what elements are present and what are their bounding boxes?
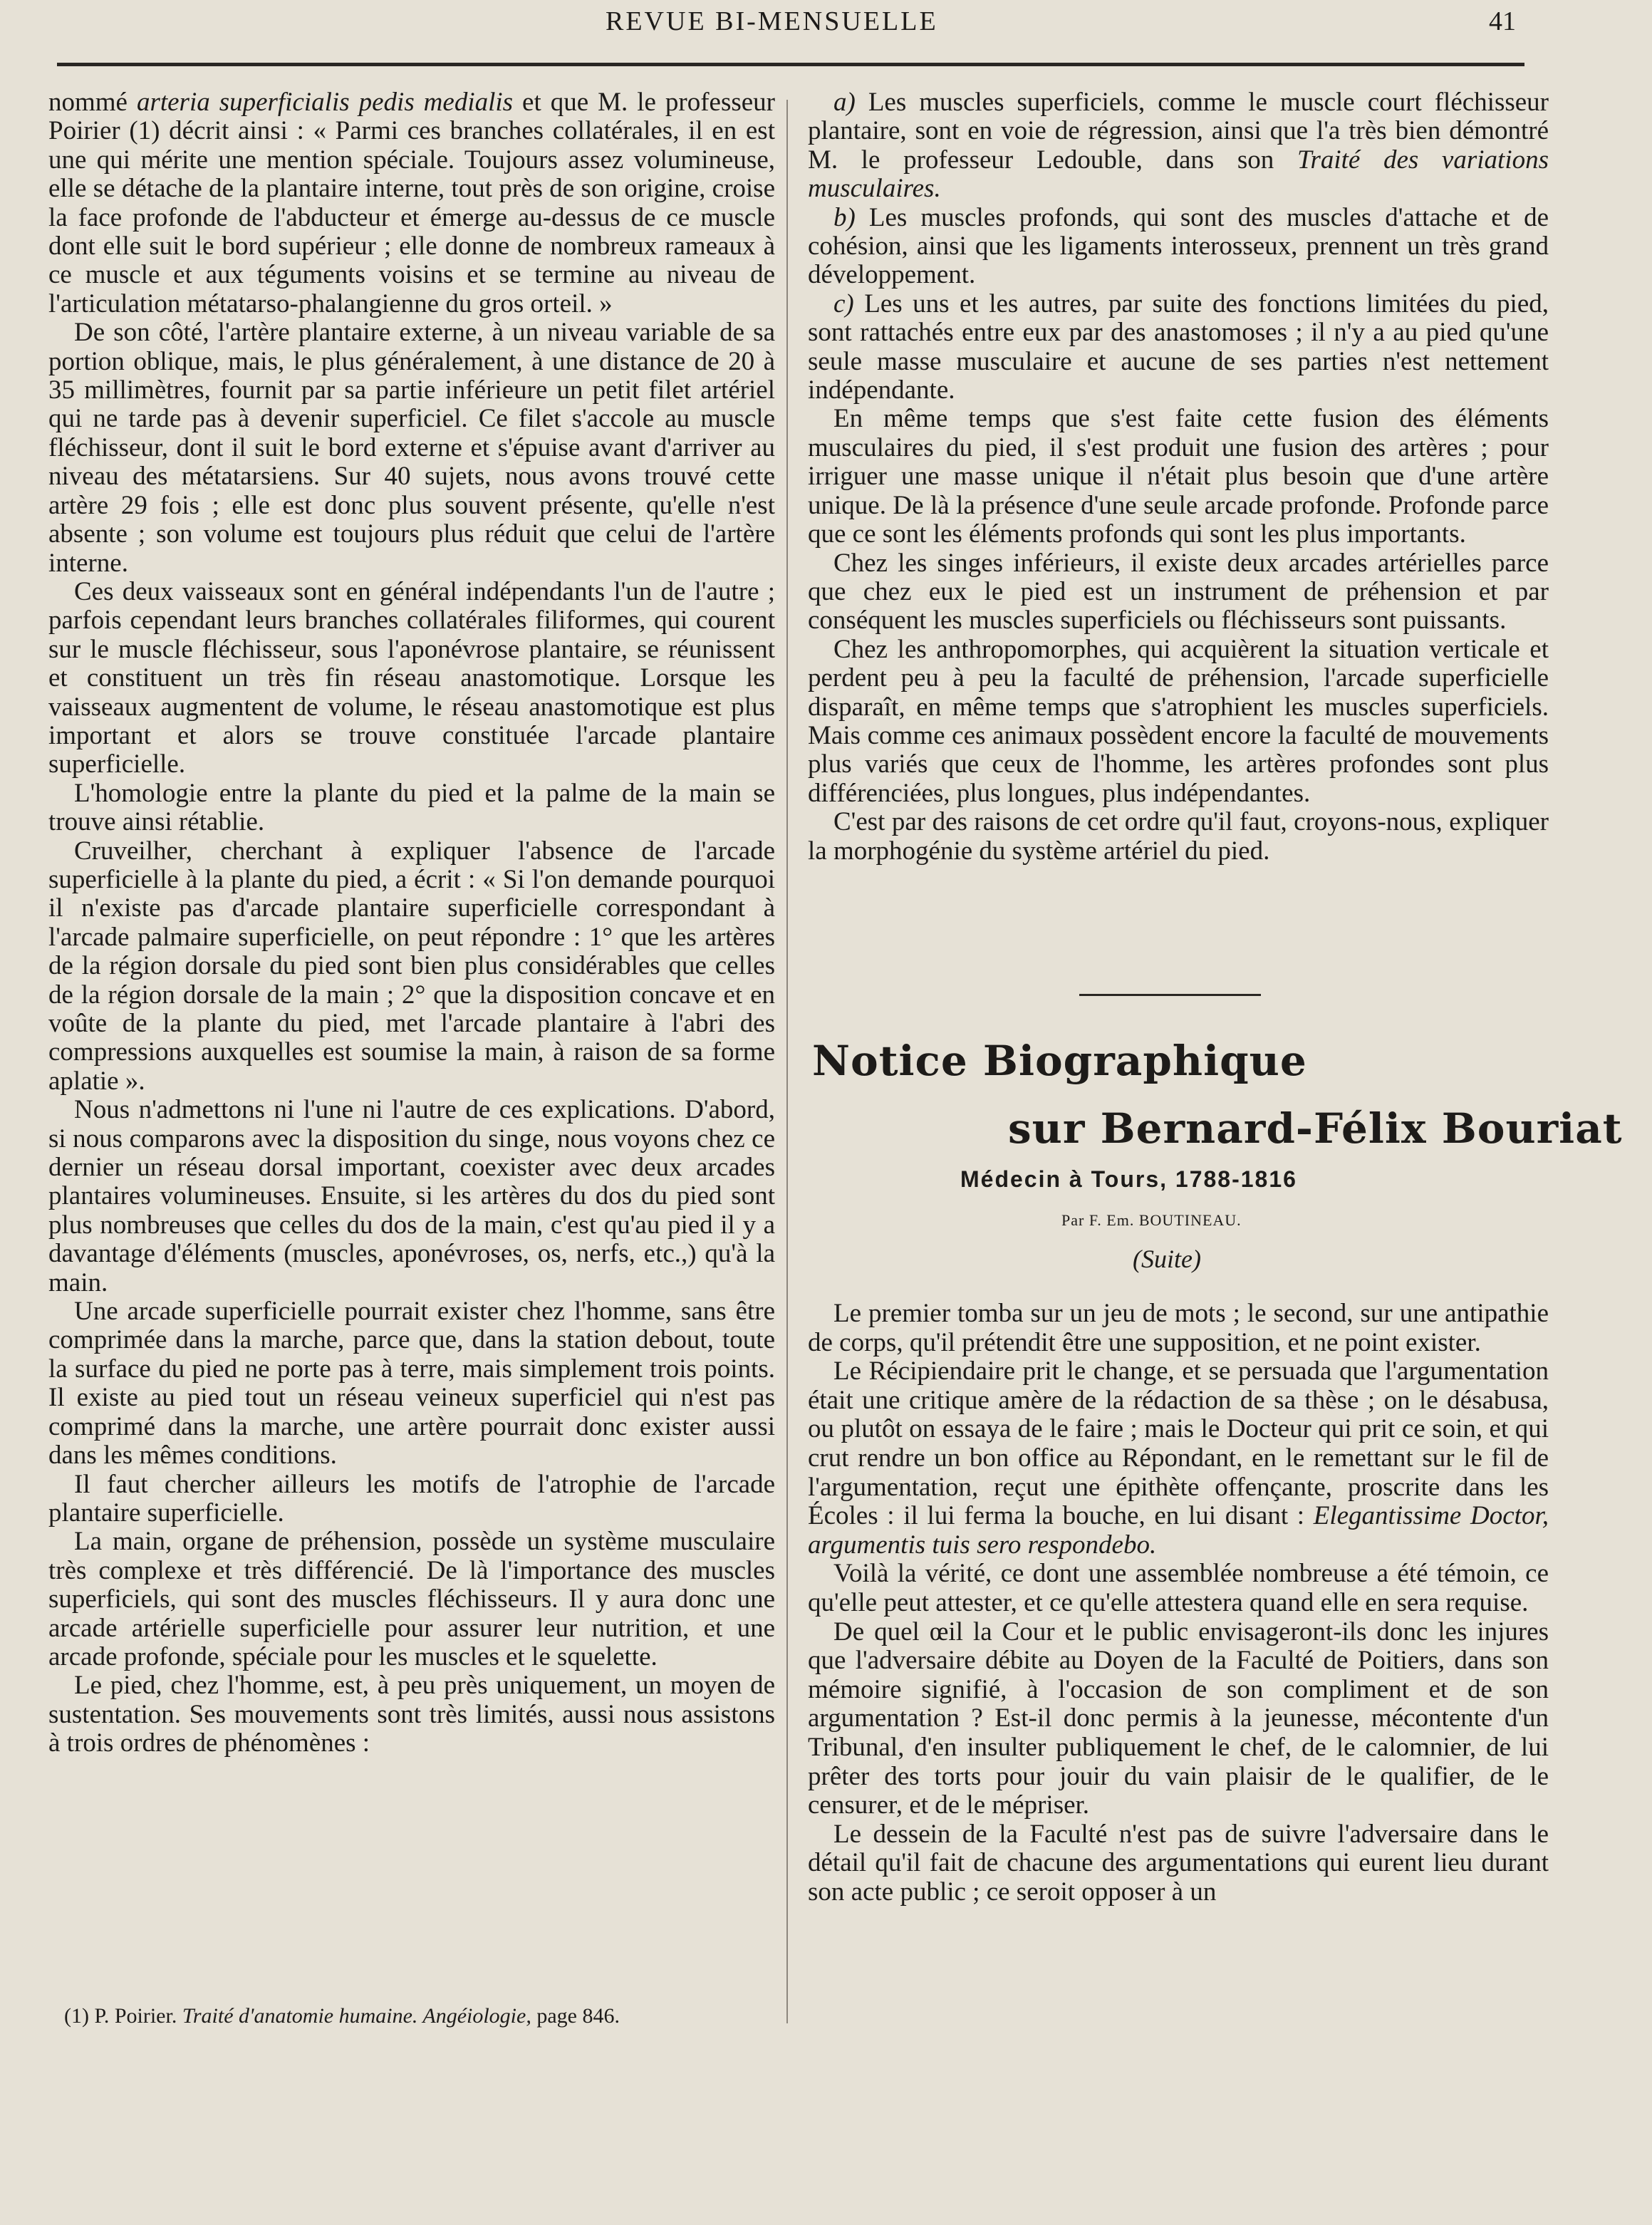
paragraph: Le dessein de la Faculté n'est pas de suivre l'adversaire dans le détail qu'il fait de chacune des argumentations qui eurent lieu durant son acte public ; ce seroit opposer à un	[808, 1819, 1549, 1907]
notice-role: Médecin à Tours, 1788-1816	[960, 1166, 1297, 1192]
paragraph: Ces deux vaisseaux sont en général indépendants l'un de l'autre ; parfois cependant leurs branches collatérales filiformes, qui courent sur le muscle fléchisseur, sous l'aponévrose plantaire, se réunissent et constituent un très fin réseau anastomotique. Lorsque les vaisseaux augmentent de volume, le réseau anastomotique est plus important et alors se trouve constituée l'arcade plantaire superficielle.	[48, 576, 775, 779]
paragraph: Le premier tomba sur un jeu de mots ; le second, sur une antipathie de corps, qu'il prétendit être une supposition, et ne point exister.	[808, 1299, 1549, 1357]
paragraph: a) Les muscles superficiels, comme le muscle court fléchisseur plantaire, sont en voie de régression, ainsi que l'a très bien démontré M. le professeur Ledouble, dans son Traité des variations musculaires.	[808, 88, 1549, 204]
paragraph: Le pied, chez l'homme, est, à peu près uniquement, un moyen de sustentation. Ses mouvements sont très limités, aussi nous assistons à trois ordres de phénomènes :	[48, 1671, 775, 1758]
paragraph: b) Les muscles profonds, qui sont des muscles d'attache et de cohésion, ainsi que les ligaments interosseux, prennent un très grand développement.	[808, 202, 1549, 290]
notice-body	[808, 1300, 1549, 1907]
paragraph: Cruveilher, cherchant à expliquer l'absence de l'arcade superficielle à la plante du pied, a écrit : « Si l'on demande pourquoi il n'existe pas d'arcade plantaire superficielle correspondant à l'arcade palmaire superficielle, on peut répondre : 1° que les artères de la région dorsale du pied sont bien plus considérables que celles de la région dorsale de la main ; 2° que la disposition concave et en voûte de la plante du pied, met l'arcade plantaire à l'abri des compressions auxquelles est soumise la main, à raison de sa forme aplatie ».	[48, 836, 775, 1096]
page-number: 41	[1489, 6, 1516, 36]
notice-author: Par F. Em. BOUTINEAU.	[1061, 1211, 1242, 1229]
paragraph: C'est par des raisons de cet ordre qu'il faut, croyons-nous, expliquer la morphogénie du système artériel du pied.	[808, 807, 1549, 866]
paragraph: Il faut chercher ailleurs les motifs de l'atrophie de l'arcade plantaire superficielle.	[48, 1469, 775, 1528]
paragraph: La main, organe de préhension, possède un système musculaire très complexe et très différencié. De là l'importance des muscles superficiels, qui sont des muscles fléchisseurs. Il y aura donc une arcade artérielle superficielle pour assurer leur nutrition, et une arcade profonde, spéciale pour les muscles et le squelette.	[48, 1527, 775, 1671]
paragraph: c) Les uns et les autres, par suite des fonctions limitées du pied, sont rattachés entre eux par des anastomoses ; il n'y a au pied qu'une seule masse musculaire et aucune de ses parties n'est nettement indépendante.	[808, 289, 1549, 405]
paragraph: nommé arteria superficialis pedis medialis et que M. le professeur Poirier (1) décrit ainsi : « Parmi ces branches collatérales, il en est une qui mérite une mention spéciale. Toujours assez volumineuse, elle se détache de la plantaire interne, tout près de son origine, croise la face profonde de l'abducteur et émerge au-dessus de ce muscle dont elle suit le bord supérieur ; elle donne de nombreux rameaux à ce muscle et aux téguments voisins et se termine au niveau de l'articulation métatarso-phalangienne du gros orteil. »	[48, 88, 775, 318]
notice-subject: sur Bernard-Félix Bouriat	[1008, 1104, 1623, 1153]
paragraph: Chez les anthropomorphes, qui acquièrent la situation verticale et perdent peu à peu la faculté de préhension, l'arcade superficielle disparaît, en même temps que s'atrophient les muscles superficiels. Mais comme ces animaux possèdent encore la faculté de mouvements plus variés que ceux de l'homme, les artères profondes sont plus différenciées, plus longues, plus indépendantes.	[808, 634, 1549, 808]
left-column	[48, 88, 775, 1758]
running-title: REVUE BI-MENSUELLE	[606, 6, 938, 36]
paragraph: De son côté, l'artère plantaire externe, à un niveau variable de sa portion oblique, mais, le plus généralement, à une distance de 20 à 35 millimètres, fournit par sa partie inférieure un petit filet artériel qui ne tarde pas à devenir superficiel. Ce filet s'accole au muscle fléchisseur, dont il suit le bord externe et s'épuise avant d'arriver au niveau des métatarsiens. Sur 40 sujets, nous avons trouvé cette artère 29 fois ; elle est donc plus souvent présente, qu'elle n'est absente ; son volume est toujours plus réduit que celui de l'artère interne.	[48, 318, 775, 578]
paragraph: Nous n'admettons ni l'une ni l'autre de ces explications. D'abord, si nous comparons avec la disposition du singe, nous voyons chez ce dernier un réseau dorsal important, coexister avec deux arcades plantaires volumineuses. Ensuite, si les artères du dos du pied sont plus nombreuses que celles du dos de la main, c'est qu'au pied il y a davantage d'éléments (muscles, aponévroses, os, nerfs, etc.,) qu'à la main.	[48, 1095, 775, 1297]
footnote: (1) P. Poirier. Traité d'anatomie humaine. Angéiologie, page 846.	[64, 2004, 620, 2028]
right-column	[808, 88, 1549, 866]
paragraph: Chez les singes inférieurs, il existe deux arcades artérielles parce que chez eux le pied est un instrument de préhension et par conséquent les muscles superficiels ou fléchisseurs sont puissants.	[808, 548, 1549, 636]
page-header	[0, 0, 1652, 57]
paragraph: L'homologie entre la plante du pied et la palme de la main se trouve ainsi rétablie.	[48, 778, 775, 837]
header-rule	[57, 63, 1524, 66]
paragraph: Le Récipiendaire prit le change, et se persuada que l'argumentation était une critique amère de la rédaction de sa thèse ; on le désabusa, ou plutôt on essaya de le faire ; mais le Docteur qui prit ce soin, et qui crut rendre un bon office au Répondant, en le remettant sur le fil de l'argumentation, reçut une épithète offençante, proscrite dans les Écoles : il lui ferma la bouche, en lui disant : Elegantissime Doctor, argumentis tuis sero respondebo.	[808, 1357, 1549, 1560]
section-separator	[1079, 994, 1261, 996]
notice-title: Notice Biographique	[812, 1037, 1307, 1085]
paragraph: De quel œil la Cour et le public envisageront-ils donc les injures que l'adversaire débite au Doyen de la Faculté de Poitiers, dans son mémoire signifié, à l'occasion de son compliment et de son argumentation ? Est-il donc permis à la jeunesse, mécontente d'un Tribunal, d'en insulter publiquement le chef, de le calomnier, de lui prêter des torts pour jouir du vain plaisir de le qualifier, de le censurer, et de le mépriser.	[808, 1617, 1549, 1820]
paragraph: Voilà la vérité, ce dont une assemblée nombreuse a été témoin, ce qu'elle peut attester, et ce qu'elle attestera quand elle en sera requise.	[808, 1559, 1549, 1617]
paragraph: Une arcade superficielle pourrait exister chez l'homme, sans être comprimée dans la marche, parce que, dans la station debout, toute la surface du pied ne porte pas à terre, mais simplement trois points. Il existe au pied tout un réseau veineux superficiel qui n'est pas comprimé dans la marche, une artère pourrait donc exister aussi dans les mêmes conditions.	[48, 1297, 775, 1471]
paragraph: En même temps que s'est faite cette fusion des éléments musculaires du pied, il s'est produit une fusion des artères ; pour irriguer une masse unique il n'était plus besoin que d'une artère unique. De là la présence d'une seule arcade profonde. Profonde parce que ce sont les éléments profonds qui sont les plus importants.	[808, 404, 1549, 549]
notice-suite: (Suite)	[1133, 1245, 1201, 1273]
column-divider	[786, 100, 788, 2023]
